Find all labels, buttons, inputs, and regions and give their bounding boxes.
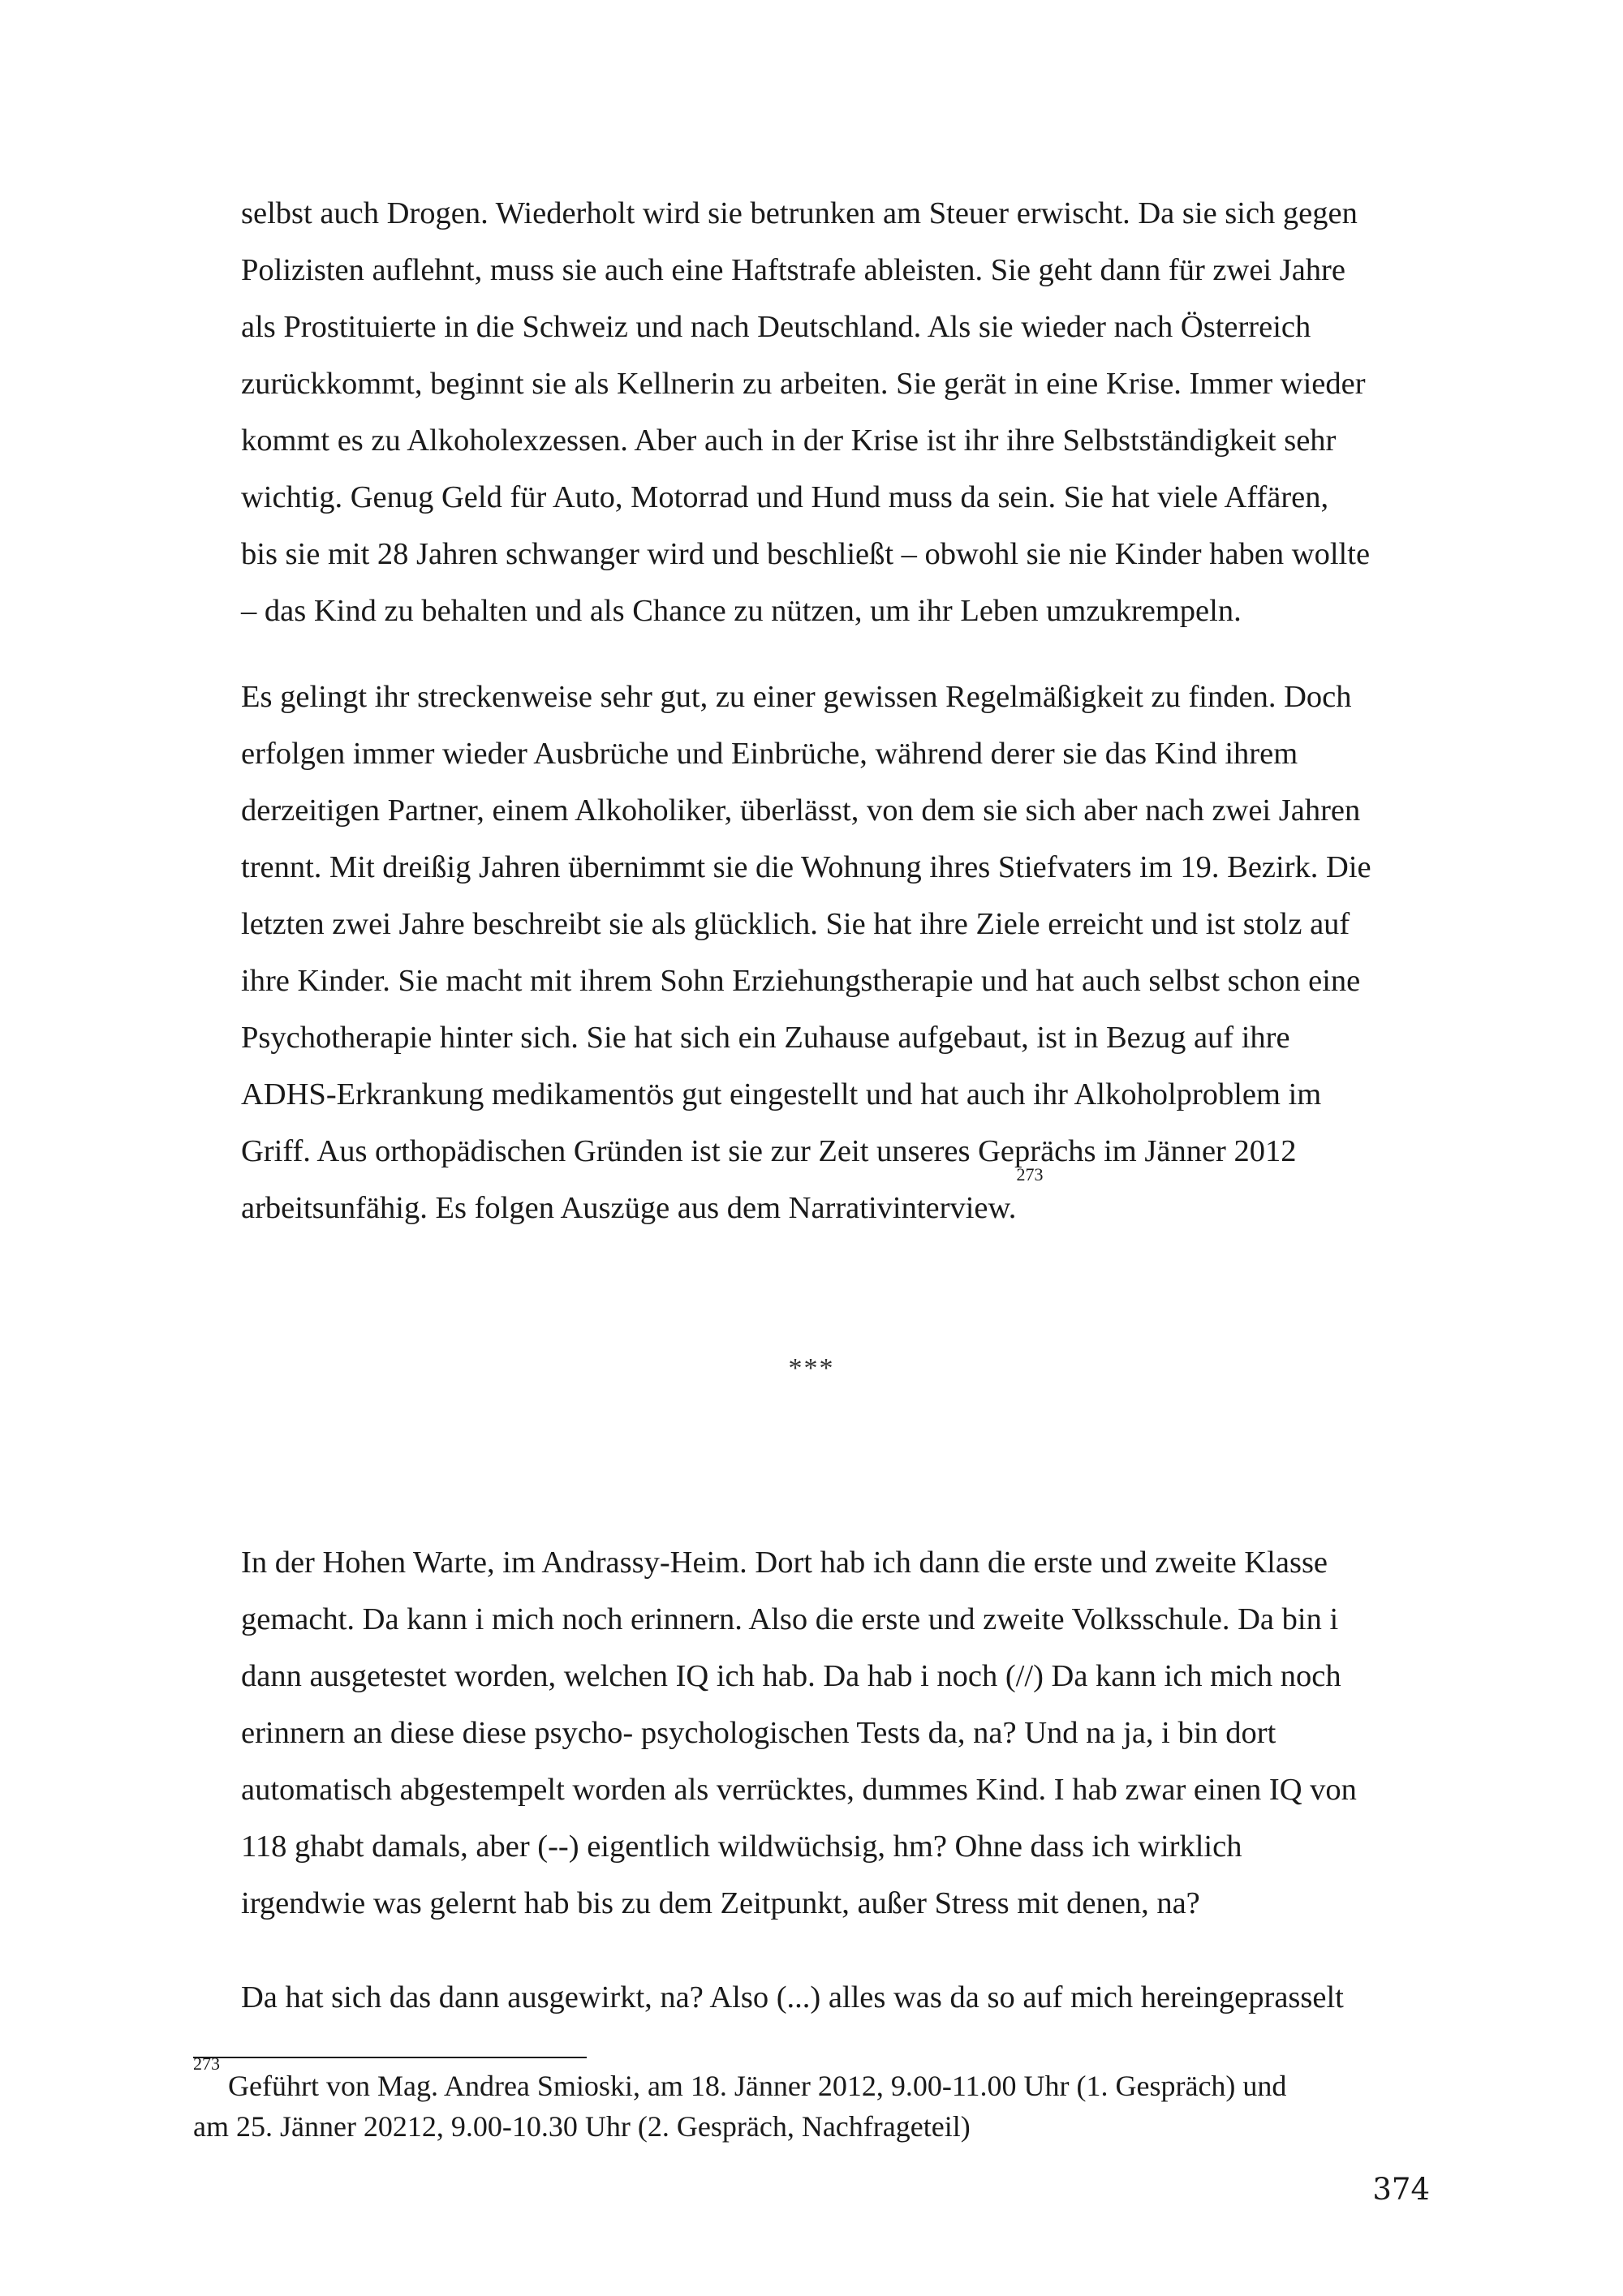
- text-line: bis sie mit 28 Jahren schwanger wird und beschließt – obwohl sie nie Kinder haben wollte: [241, 537, 1371, 571]
- paragraph-interview-2: [241, 1969, 1438, 2026]
- text-line: selbst auch Drogen. Wiederholt wird sie betrunken am Steuer erwischt. Da sie sich gegen: [241, 196, 1358, 230]
- text-line: 118 ghabt damals, aber (--) eigentlich wildwüchsig, hm? Ohne dass ich wirklich: [241, 1829, 1242, 1864]
- page-number: 374: [1372, 2172, 1430, 2207]
- text-line: ihre Kinder. Sie macht mit ihrem Sohn Erziehungstherapie und hat auch selbst schon eine: [241, 964, 1361, 998]
- text-line: Es gelingt ihr streckenweise sehr gut, zu einer gewissen Regelmäßigkeit zu finden. Doch: [241, 680, 1352, 714]
- footnote-reference[interactable]: 273: [1016, 1164, 1044, 1185]
- footnote-number: 273: [193, 2053, 220, 2074]
- paragraph-biography-1: [241, 185, 1438, 639]
- text-line: zurückkommt, beginnt sie als Kellnerin zu arbeiten. Sie gerät in eine Krise. Immer wieder: [241, 367, 1366, 401]
- text-line: Da hat sich das dann ausgewirkt, na? Also (...) alles was da so auf mich hereingeprasselt: [241, 1980, 1344, 2014]
- text-line: ADHS-Erkrankung medikamentös gut eingestellt und hat auch ihr Alkoholproblem im: [241, 1077, 1322, 1111]
- text-line: irgendwie was gelernt hab bis zu dem Zeitpunkt, außer Stress mit denen, na?: [241, 1886, 1200, 1920]
- text-line: Polizisten auflehnt, muss sie auch eine Haftstrafe ableisten. Sie geht dann für zwei Jahre: [241, 253, 1345, 287]
- section-separator: ***: [788, 1353, 835, 1383]
- footnote: [193, 2053, 1451, 2147]
- text-line: In der Hohen Warte, im Andrassy-Heim. Dort hab ich dann die erste und zweite Klasse: [241, 1546, 1328, 1580]
- text-line: als Prostituierte in die Schweiz und nach Deutschland. Als sie wieder nach Österreich: [241, 310, 1311, 344]
- text-line: automatisch abgestempelt worden als verrücktes, dummes Kind. I hab zwar einen IQ von: [241, 1773, 1357, 1807]
- text-line: gemacht. Da kann i mich noch erinnern. Also die erste und zweite Volksschule. Da bin i: [241, 1602, 1339, 1636]
- paragraph-biography-2: [241, 669, 1438, 1236]
- text-line: erfolgen immer wieder Ausbrüche und Einbrüche, während derer sie das Kind ihrem: [241, 737, 1298, 771]
- footnote-text: Geführt von Mag. Andrea Smioski, am 18. Jänner 2012, 9.00-11.00 Uhr (1. Gespräch) und: [228, 2070, 1287, 2102]
- text-line: – das Kind zu behalten und als Chance zu nützen, um ihr Leben umzukrempeln.: [241, 594, 1242, 628]
- text-line: trennt. Mit dreißig Jahren übernimmt sie die Wohnung ihres Stiefvaters im 19. Bezirk. Die: [241, 850, 1371, 884]
- text-line: kommt es zu Alkoholexzessen. Aber auch in der Krise ist ihr ihre Selbstständigkeit sehr: [241, 424, 1337, 458]
- text-line-with-footnote: [241, 1164, 1438, 1236]
- text-line: letzten zwei Jahre beschreibt sie als glücklich. Sie hat ihre Ziele erreicht und ist stolz auf: [241, 907, 1350, 941]
- text-line: dann ausgetestet worden, welchen IQ ich hab. Da hab i noch (//) Da kann ich mich noch: [241, 1659, 1341, 1693]
- text-line: erinnern an diese diese psycho- psychologischen Tests da, na? Und na ja, i bin dort: [241, 1716, 1276, 1750]
- footnote-divider: [193, 2057, 587, 2058]
- text-line: wichtig. Genug Geld für Auto, Motorrad und Hund muss da sein. Sie hat viele Affären,: [241, 480, 1329, 514]
- footnote-line: [193, 2053, 1451, 2106]
- text-line: Griff. Aus orthopädischen Gründen ist sie zur Zeit unseres Geprächs im Jänner 2012: [241, 1134, 1297, 1168]
- paragraph-interview-1: [241, 1534, 1438, 1932]
- text-line: derzeitigen Partner, einem Alkoholiker, überlässt, von dem sie sich aber nach zwei Jahren: [241, 793, 1361, 828]
- text-line: Psychotherapie hinter sich. Sie hat sich ein Zuhause aufgebaut, ist in Bezug auf ihre: [241, 1021, 1290, 1055]
- footnote-line: am 25. Jänner 20212, 9.00-10.30 Uhr (2. Gespräch, Nachfrageteil): [193, 2110, 971, 2143]
- text-line-content: arbeitsunfähig. Es folgen Auszüge aus dem Narrativinterview.: [241, 1191, 1017, 1225]
